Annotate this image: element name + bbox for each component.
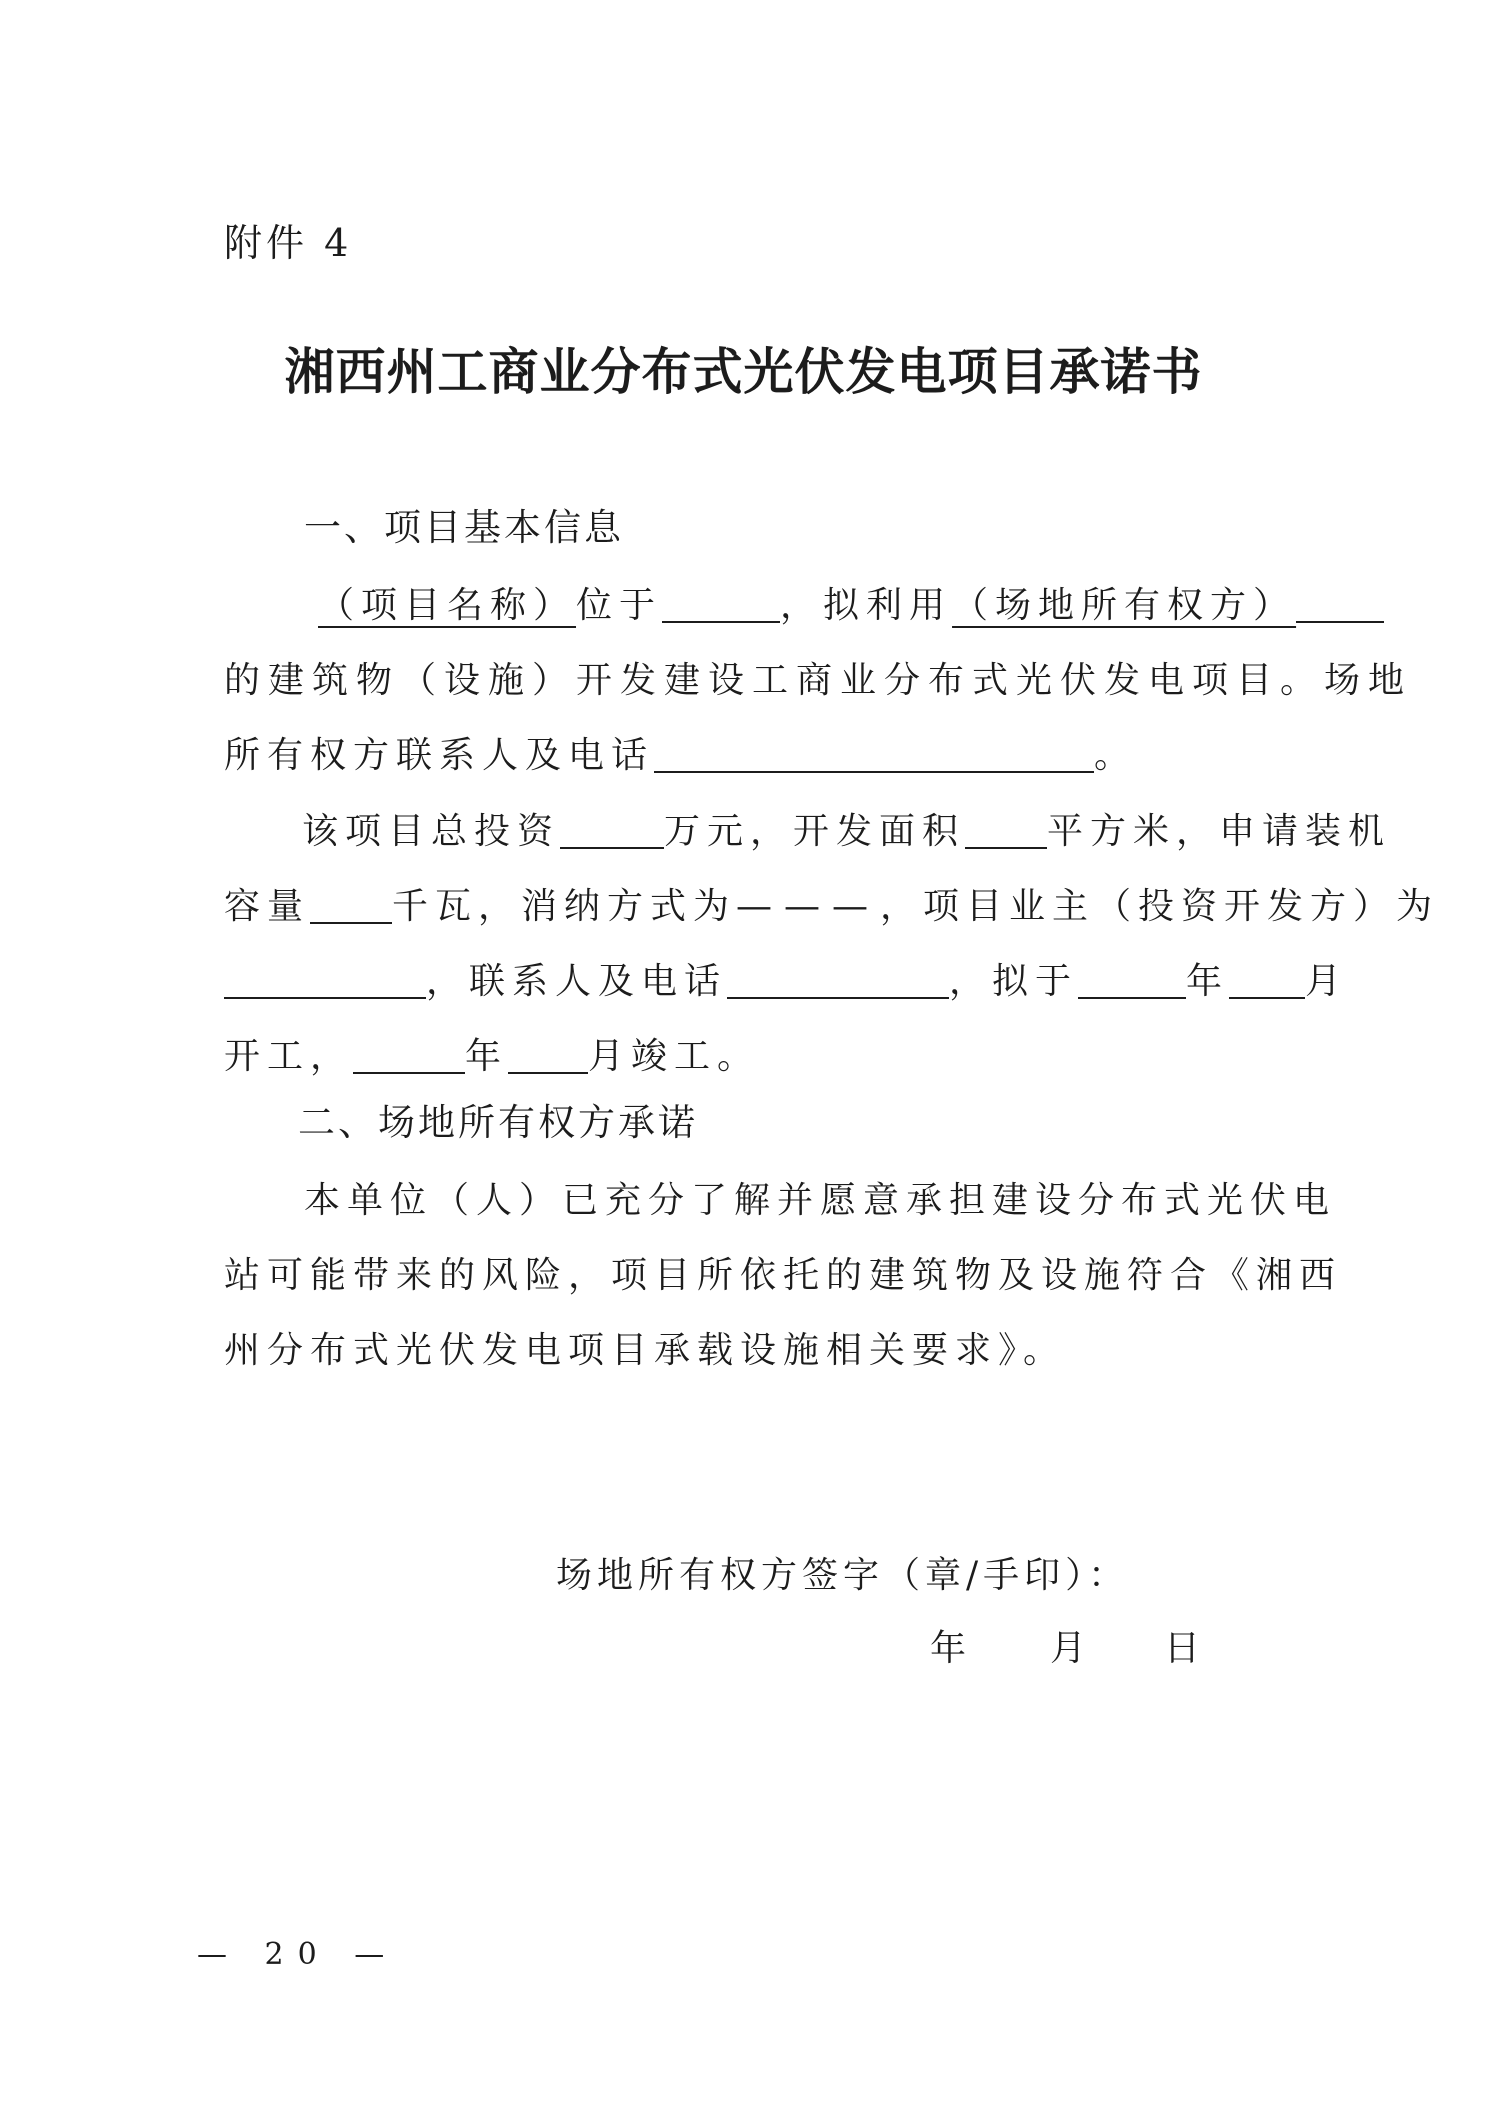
area-blank[interactable] — [965, 813, 1047, 849]
para3-line3: 州分布式光伏发电项目承载设施相关要求》。 — [224, 1330, 1067, 1371]
para1-line1 — [318, 577, 1384, 628]
start-month-text: 月 — [1305, 961, 1349, 1002]
para1-line2: 的建筑物（设施）开发建设工商业分布式光伏发电项目。场地 — [224, 660, 1413, 701]
section2-heading: 二、场地所有权方承诺 — [298, 1101, 698, 1144]
para1-end: 。 — [1094, 735, 1138, 776]
investment-blank[interactable] — [560, 813, 664, 849]
total-invest-text: 该项目总投资 — [302, 811, 561, 852]
attachment-label: 附件 4 — [224, 221, 353, 265]
consumption-mode-dashes[interactable]: ——— — [736, 886, 881, 927]
sign-day: 日 — [1164, 1628, 1201, 1669]
para2-line4 — [224, 1028, 760, 1079]
page-number: — 20 — — [197, 1937, 399, 1972]
para2-line2 — [224, 878, 1439, 929]
project-owner-blank[interactable] — [224, 963, 426, 999]
sqm-text: 平方米，申请装机 — [1047, 811, 1392, 852]
owner-is-text: ，项目业主（投资开发方）为 — [880, 886, 1440, 927]
finish-text: 月竣工。 — [588, 1036, 761, 1077]
para3-line2: 站可能带来的风险，项目所依托的建筑物及设施符合《湘西 — [224, 1255, 1343, 1296]
para1-line3 — [224, 727, 1137, 778]
finish-month-blank[interactable] — [508, 1038, 588, 1074]
para2-line1 — [302, 803, 1391, 854]
document-title: 湘西州工商业分布式光伏发电项目承诺书 — [284, 342, 1203, 401]
para3-line1: 本单位（人）已充分了解并愿意承担建设分布式光伏电 — [304, 1180, 1337, 1221]
kw-text: 千瓦，消纳方式为 — [392, 886, 737, 927]
section1-heading: 一、项目基本信息 — [304, 506, 624, 549]
capacity-text: 容量 — [224, 886, 311, 927]
start-month-blank[interactable] — [1229, 963, 1305, 999]
start-year-text: 年 — [1186, 961, 1230, 1002]
contact-blank[interactable] — [727, 963, 949, 999]
sign-year: 年 — [930, 1628, 967, 1669]
finish-year-blank[interactable] — [353, 1038, 465, 1074]
plan-use-text: ，拟利用 — [780, 585, 953, 626]
project-name-field[interactable]: （项目名称） — [318, 585, 577, 626]
capacity-blank[interactable] — [310, 888, 392, 924]
para2-line3 — [224, 953, 1348, 1004]
signature-label: 场地所有权方签字（章/手印）： — [556, 1555, 1130, 1596]
site-owner-blank[interactable] — [1296, 587, 1384, 623]
owner-contact-blank[interactable] — [654, 737, 1094, 773]
plan-at-text: ，拟于 — [949, 961, 1079, 1002]
sign-month: 月 — [1050, 1628, 1087, 1669]
site-owner-field[interactable]: （场地所有权方） — [952, 585, 1297, 626]
owner-contact-text: 所有权方联系人及电话 — [224, 735, 655, 776]
located-at-text: 位于 — [576, 585, 663, 626]
location-blank[interactable] — [662, 587, 780, 623]
start-text: 开工， — [224, 1036, 354, 1077]
start-year-blank[interactable] — [1078, 963, 1186, 999]
contact-text: ，联系人及电话 — [426, 961, 728, 1002]
finish-year-text: 年 — [465, 1036, 509, 1077]
wan-yuan-text: 万元，开发面积 — [664, 811, 966, 852]
